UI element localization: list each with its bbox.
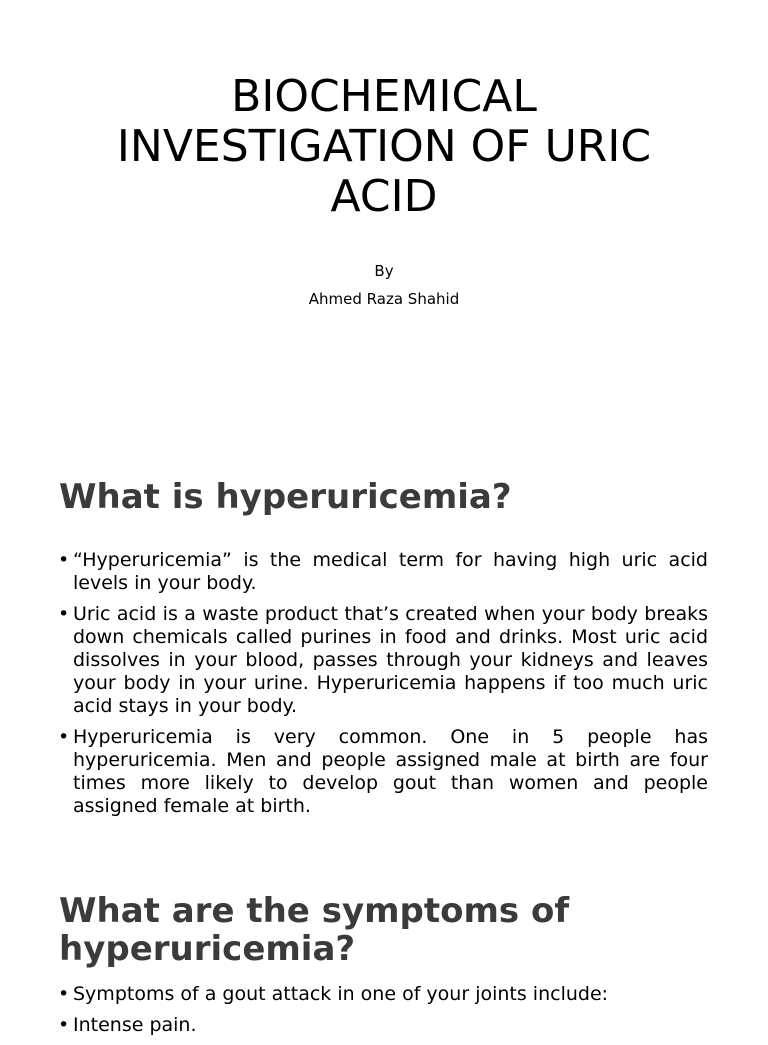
heading-line: hyperuricemia? xyxy=(59,929,356,969)
author-name: Ahmed Raza Shahid xyxy=(308,290,460,308)
bullet-text: “Hyperuricemia” is the medical term for having high uric acid levels in your body. xyxy=(73,549,708,594)
list-item xyxy=(58,983,708,1006)
list-item xyxy=(58,549,708,595)
title-line: ACID xyxy=(330,171,438,222)
list-item xyxy=(58,603,708,718)
list-item xyxy=(58,726,708,818)
slide-heading: What is hyperuricemia? xyxy=(59,477,512,517)
hyperuricemia-definition-slide xyxy=(0,432,768,864)
list-item xyxy=(58,1014,708,1037)
by-label: By xyxy=(374,262,394,280)
slide-heading xyxy=(59,892,709,968)
bullet-list xyxy=(58,549,708,826)
bullet-text: Symptoms of a gout attack in one of your joints include: xyxy=(73,983,609,1005)
bullet-icon: • xyxy=(58,726,70,748)
heading-line: What are the symptoms of xyxy=(59,891,570,931)
presentation-title xyxy=(60,72,708,222)
bullet-text: Uric acid is a waste product that’s created when your body breaks down chemicals called purines in food and drinks. Most uric acid dissolves in your blood, passes through your kidneys and leaves your body in your urine. Hyperuricemia happens if too much uric acid stays in your body. xyxy=(73,603,708,717)
bullet-text: Intense pain. xyxy=(73,1014,197,1036)
title-line: BIOCHEMICAL xyxy=(231,71,537,122)
bullet-icon: • xyxy=(58,549,70,571)
title-slide xyxy=(0,0,768,432)
bullet-list xyxy=(58,983,708,1045)
bullet-icon: • xyxy=(58,983,70,1005)
symptoms-slide xyxy=(0,864,768,1036)
bullet-text: Hyperuricemia is very common. One in 5 people has hyperuricemia. Men and people assigned male at birth are four times more likely to develop gout than women and people assigned female at birth. xyxy=(73,726,708,817)
title-line: INVESTIGATION OF URIC xyxy=(116,121,652,172)
bullet-icon: • xyxy=(58,1014,70,1036)
bullet-icon: • xyxy=(58,603,70,625)
